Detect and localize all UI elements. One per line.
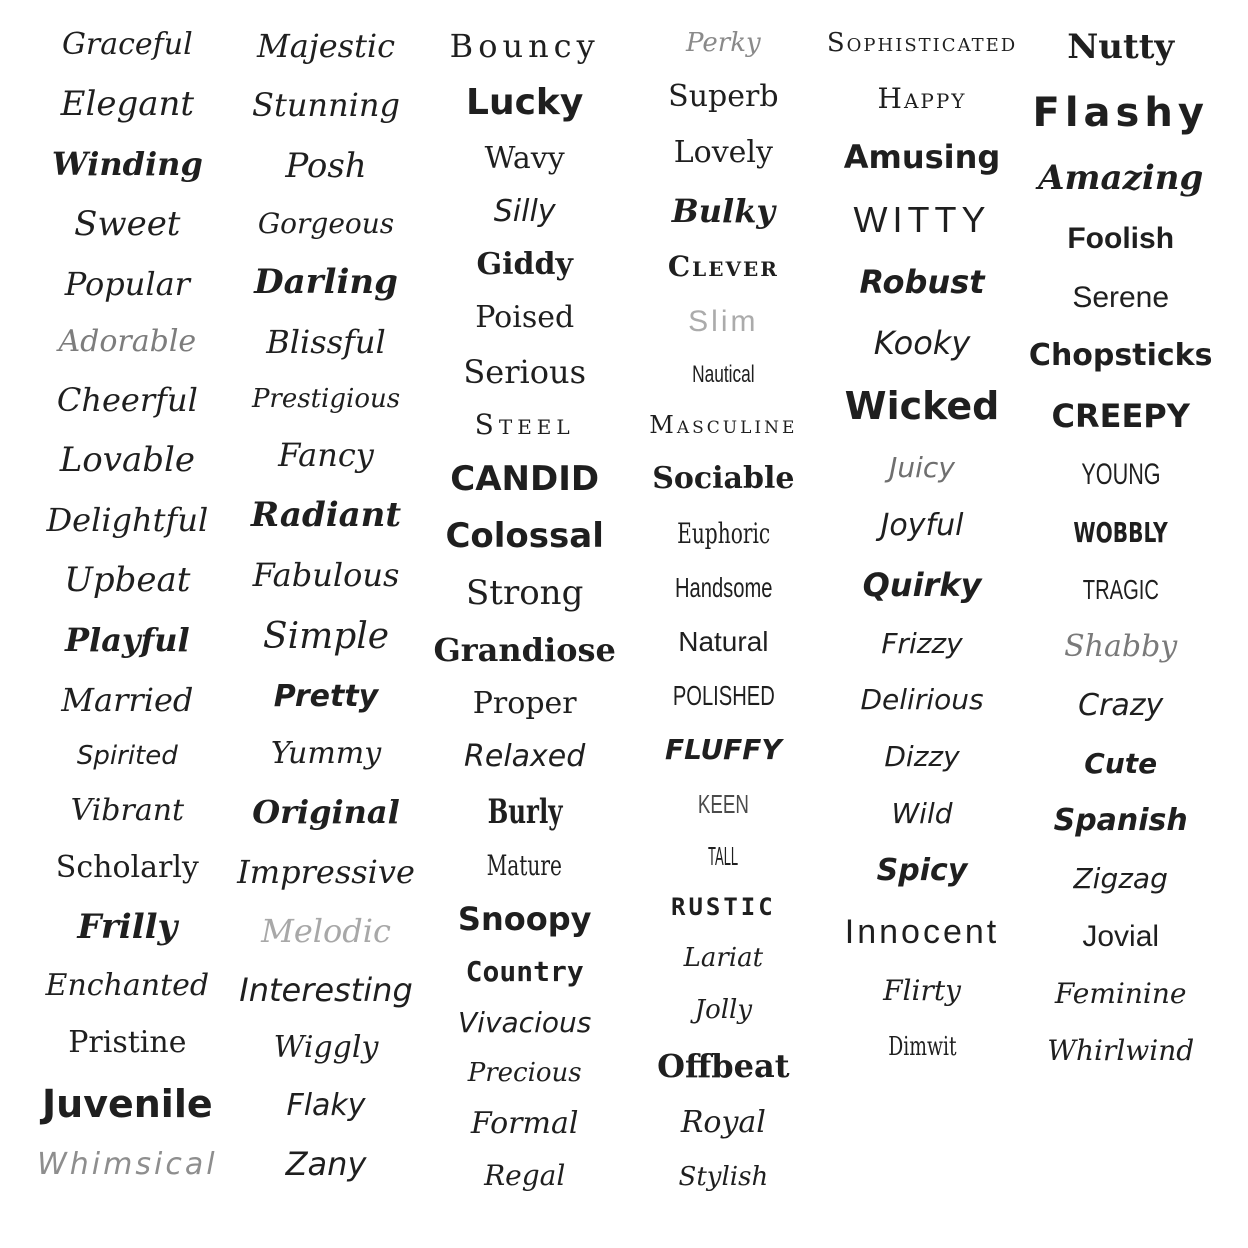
font-word: Innocent [844,912,1000,951]
font-word: Pretty [273,678,379,714]
font-word: Whimsical [37,1146,218,1182]
font-word: YOUNG [1081,458,1161,492]
font-word: Fancy [278,435,374,474]
font-word: Offbeat [657,1046,790,1085]
font-word: Pristine [68,1024,187,1060]
font-word: Interesting [239,971,413,1009]
font-word: Vibrant [70,792,185,828]
font-word: Snoopy [457,899,592,938]
font-word: Stunning [252,86,400,125]
font-word: Spirited [76,740,178,771]
font-word: Dimwit [887,1031,957,1062]
font-word: Zigzag [1073,861,1168,895]
font-word: WOBBLY [1073,516,1168,550]
font-word: WITTY [853,198,991,240]
font-word: CREEPY [1051,396,1190,435]
font-word: Juvenile [42,1081,213,1126]
font-word: Posh [285,145,367,186]
font-word: Feminine [1054,977,1187,1011]
font-word: Amusing [843,138,1001,177]
font-word: Lovable [59,440,195,481]
font-word: Spicy [876,853,968,889]
font-word: Silly [493,194,556,230]
font-word: Original [252,793,400,832]
font-word: Natural [678,626,769,658]
font-word: POLISHED [672,680,775,712]
font-word: Flashy [1032,89,1209,136]
font-word: Slim [688,304,759,338]
font-word: Handsome [674,571,773,603]
font-word: Dizzy [884,739,960,773]
font-word: Grandiose [433,630,616,669]
font-word: Lovely [673,135,773,171]
font-word: KEEN [697,788,749,819]
font-word: Flirty [883,974,961,1008]
font-word: Bulky [671,191,775,230]
font-word: Scholarly [55,849,199,885]
font-column [1021,27,1220,1067]
font-word: RUSTIC [671,893,776,921]
font-word: Graceful [61,27,193,62]
font-word: Jovial [1082,919,1160,953]
font-word: Nautical [692,361,755,389]
font-word: Radiant [250,495,402,535]
font-word: Zany [285,1144,367,1183]
font-word: Yummy [270,736,382,771]
font-word: Married [61,680,194,719]
font-word: Adorable [58,324,197,360]
font-word: Clever [667,249,779,283]
font-word: Simple [262,615,390,657]
font-word: Juicy [889,451,955,485]
font-word: Popular [64,265,190,304]
font-column [227,27,426,1183]
font-word: Chopsticks [1028,338,1213,374]
font-word: Stylish [678,1161,769,1192]
font-word: Lucky [466,82,584,124]
font-word: Flaky [286,1087,366,1123]
font-word: Kooky [873,323,971,362]
font-word: Poised [475,300,575,336]
font-word: Wiggly [273,1030,379,1066]
font-word: Bouncy [449,27,600,65]
font-word: Wild [891,796,953,830]
font-word: Fabulous [252,556,400,595]
font-word: Precious [467,1057,582,1088]
font-word: Sociable [652,460,795,496]
font-word: Robust [859,263,985,302]
font-word: Delightful [46,501,209,540]
font-word: Crazy [1078,688,1164,724]
font-column [28,27,227,1182]
font-word: Perky [686,28,761,58]
font-word: Masculine [649,411,798,440]
font-word: Happy [877,81,967,115]
font-word: Blissful [266,323,386,362]
font-column [425,27,624,1192]
font-word: Royal [680,1104,766,1140]
font-word: Amazing [1038,158,1204,199]
font-column [823,30,1022,1060]
font-word: Mature [487,848,563,882]
font-word: Frizzy [881,626,963,660]
font-word: Foolish [1067,221,1175,255]
font-word: Superb [668,79,779,115]
font-word: Jolly [694,995,753,1026]
font-word: Sophisticated [826,28,1018,58]
font-word: Cute [1084,746,1158,780]
font-word: Colossal [445,516,604,557]
font-word: Country [465,954,584,988]
font-word: Lariat [683,943,764,974]
font-word: Darling [254,262,398,302]
font-word: Nutty [1067,27,1175,67]
font-word: Sweet [74,204,181,245]
font-word: Winding [51,145,203,184]
font-word: TRAGIC [1082,573,1159,605]
font-word: Wicked [844,384,1000,429]
font-word: Playful [64,621,190,660]
font-word: Cheerful [56,381,198,420]
font-word: CANDID [450,459,600,500]
font-word: Joyful [880,507,964,543]
font-word: Melodic [261,911,391,950]
font-word: Quirky [862,566,982,605]
font-word: Gorgeous [257,206,395,240]
font-word: Majestic [256,27,396,65]
font-word: Formal [470,1105,579,1141]
font-word: Wavy [484,141,565,177]
font-word: Upbeat [64,560,191,601]
font-word: Shabby [1064,629,1178,665]
font-word: Steel [474,408,575,442]
font-word: Prestigious [251,383,401,414]
font-word: Serene [1072,280,1170,314]
font-word: Serious [463,353,587,392]
font-word: Enchanted [45,967,210,1003]
font-word: Frilly [77,906,178,947]
font-word: Whirlwind [1047,1033,1195,1067]
font-word: Proper [472,685,577,721]
font-word: Strong [466,573,584,614]
font-word: TALL [708,840,739,871]
font-word: Burly [487,791,563,832]
font-word: Giddy [476,247,573,283]
font-word: Impressive [237,852,415,891]
font-word: Relaxed [464,738,586,774]
font-word: Spanish [1053,803,1188,839]
font-word: Euphoric [676,516,770,550]
font-word: Delirious [860,683,984,717]
font-word: Elegant [60,84,195,125]
font-word: FLUFFY [665,733,782,767]
font-word: Vivacious [458,1005,592,1039]
font-word: Regal [484,1158,566,1192]
font-column [624,30,823,1190]
